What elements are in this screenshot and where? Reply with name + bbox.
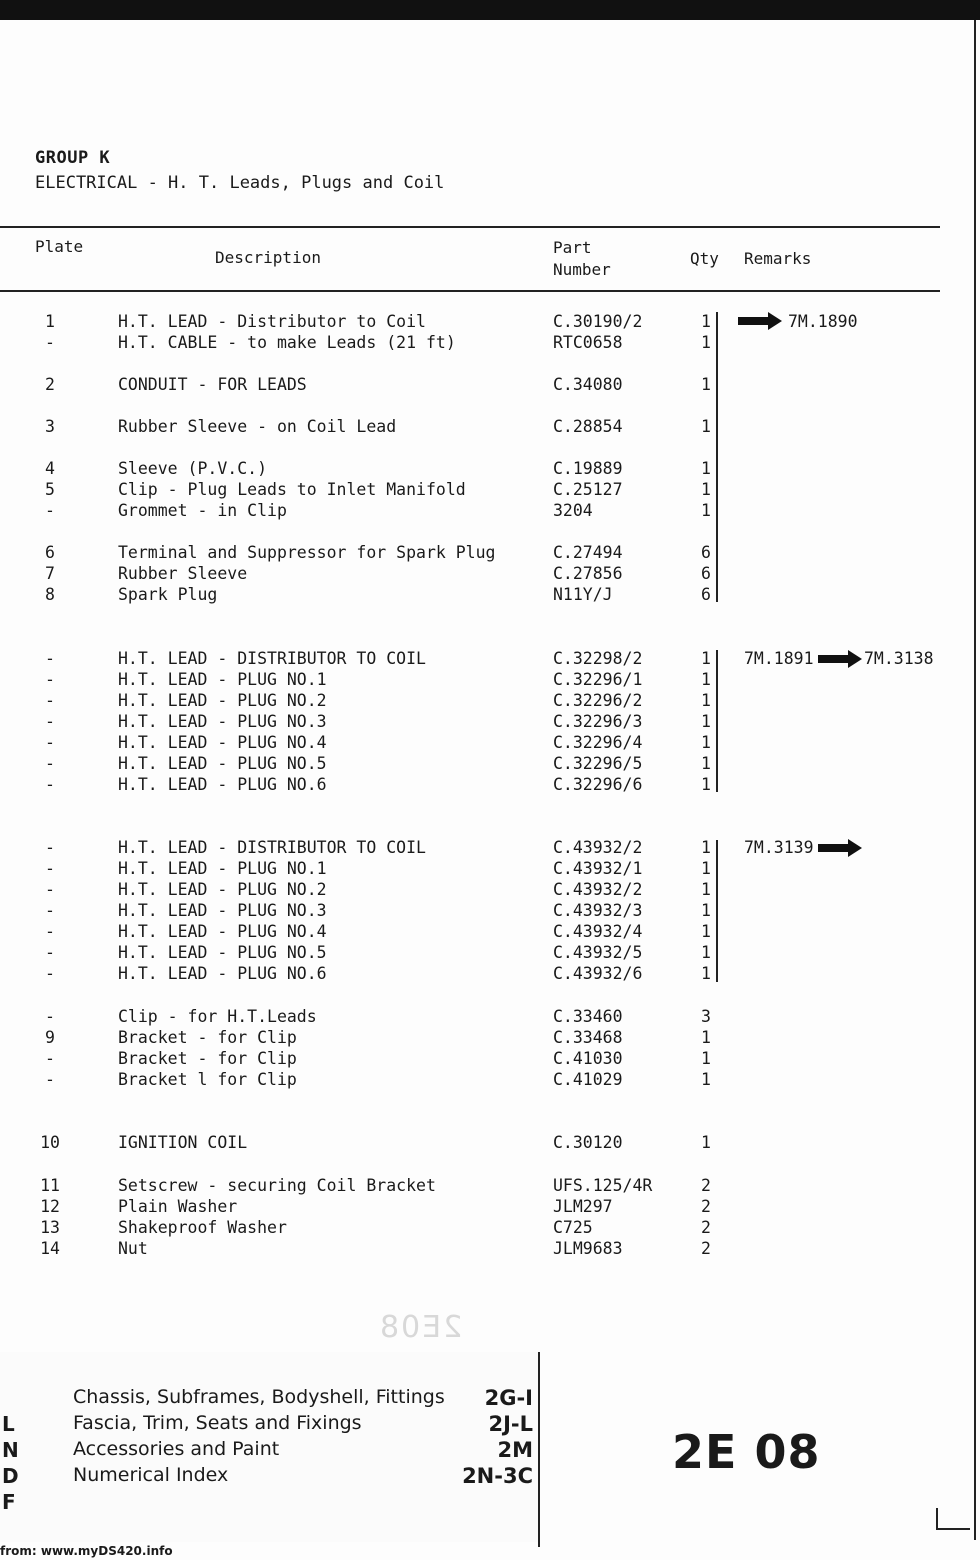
plate-cell: - — [45, 922, 55, 941]
index-code: 2N-3C — [462, 1464, 533, 1488]
table-row — [0, 922, 980, 943]
description-cell: H.T. LEAD - PLUG NO.2 — [118, 691, 327, 710]
part-number-cell: C.43932/6 — [553, 964, 643, 983]
table-row — [0, 880, 980, 901]
index-label: Accessories and Paint — [73, 1438, 280, 1460]
part-number-cell: N11Y/J — [553, 585, 613, 604]
part-number-cell: C.41030 — [553, 1049, 623, 1068]
description-cell: Bracket - for Clip — [118, 1049, 297, 1068]
plate-cell: 13 — [40, 1218, 60, 1237]
qty-cell: 1 — [701, 375, 711, 394]
table-row — [0, 312, 980, 333]
table-row — [0, 459, 980, 480]
part-number-cell: C.43932/2 — [553, 838, 643, 857]
qty-cell: 2 — [701, 1239, 711, 1258]
description-cell: Terminal and Suppressor for Spark Plug — [118, 543, 496, 562]
plate-cell: - — [45, 649, 55, 668]
plate-cell: - — [45, 964, 55, 983]
description-cell: Shakeproof Washer — [118, 1218, 287, 1237]
arrow-right-icon — [738, 317, 782, 325]
qty-cell: 1 — [701, 312, 711, 331]
qty-cell: 6 — [701, 564, 711, 583]
qty-cell: 1 — [701, 1028, 711, 1047]
table-row — [0, 564, 980, 585]
table-row — [0, 964, 980, 985]
plate-cell: - — [45, 838, 55, 857]
index-label: Numerical Index — [73, 1464, 229, 1486]
plate-cell: - — [45, 775, 55, 794]
description-cell: H.T. LEAD - PLUG NO.2 — [118, 880, 327, 899]
table-row — [0, 1070, 980, 1091]
qty-cell: 3 — [701, 1007, 711, 1026]
description-cell: Rubber Sleeve - on Coil Lead — [118, 417, 397, 436]
part-number-cell: C.32296/2 — [553, 691, 643, 710]
plate-cell: - — [45, 501, 55, 520]
description-cell: Clip - Plug Leads to Inlet Manifold — [118, 480, 466, 499]
table-row — [0, 754, 980, 775]
remarks-cell: 7M.3139 — [744, 838, 814, 857]
plate-cell: 3 — [45, 417, 55, 436]
description-cell: Setscrew - securing Coil Bracket — [118, 1176, 436, 1195]
plate-cell: 11 — [40, 1176, 60, 1195]
plate-cell: - — [45, 943, 55, 962]
table-row — [0, 1176, 980, 1197]
header-part-line1: Part — [553, 238, 592, 257]
part-number-cell: C.34080 — [553, 375, 623, 394]
header-bottom-rule — [0, 290, 940, 292]
plate-cell: 2 — [45, 375, 55, 394]
plate-cell: - — [45, 670, 55, 689]
plate-cell: - — [45, 1070, 55, 1089]
part-number-cell: C.19889 — [553, 459, 623, 478]
description-cell: Plain Washer — [118, 1197, 238, 1216]
index-label: Chassis, Subframes, Bodyshell, Fittings — [73, 1386, 445, 1408]
description-cell: Sleeve (P.V.C.) — [118, 459, 268, 478]
table-row — [0, 1133, 980, 1154]
side-tab-letter: N — [2, 1438, 19, 1462]
description-cell: H.T. LEAD - DISTRIBUTOR TO COIL — [118, 649, 426, 668]
table-row — [0, 691, 980, 712]
part-number-cell: C.32296/3 — [553, 712, 643, 731]
qty-cell: 1 — [701, 1070, 711, 1089]
header-part-line2: Number — [553, 260, 611, 279]
qty-cell: 1 — [701, 501, 711, 520]
table-row — [0, 1197, 980, 1218]
header-plate: Plate — [35, 237, 84, 256]
index-label: Fascia, Trim, Seats and Fixings — [73, 1412, 362, 1434]
index-code: 2G-I — [484, 1386, 533, 1410]
part-number-cell: C.28854 — [553, 417, 623, 436]
table-row — [0, 1239, 980, 1260]
description-cell: H.T. LEAD - PLUG NO.1 — [118, 859, 327, 878]
description-cell: H.T. LEAD - Distributor to Coil — [118, 312, 426, 331]
part-number-cell: C.43932/1 — [553, 859, 643, 878]
description-cell: Nut — [118, 1239, 148, 1258]
qty-cell: 1 — [701, 901, 711, 920]
part-number-cell: C725 — [553, 1218, 593, 1237]
plate-cell: - — [45, 712, 55, 731]
qty-cell: 2 — [701, 1197, 711, 1216]
description-cell: Rubber Sleeve — [118, 564, 248, 583]
qty-cell: 2 — [701, 1176, 711, 1195]
description-cell: Spark Plug — [118, 585, 218, 604]
plate-cell: 10 — [40, 1133, 60, 1152]
qty-cell: 1 — [701, 417, 711, 436]
part-number-cell: C.25127 — [553, 480, 623, 499]
part-number-cell: 3204 — [553, 501, 593, 520]
part-number-cell: C.33468 — [553, 1028, 623, 1047]
arrow-right-icon — [818, 655, 862, 663]
qty-cell: 1 — [701, 333, 711, 352]
part-number-cell: C.32296/4 — [553, 733, 643, 752]
qty-cell: 1 — [701, 691, 711, 710]
description-cell: Bracket l for Clip — [118, 1070, 297, 1089]
top-border — [0, 0, 980, 20]
description-cell: H.T. LEAD - PLUG NO.4 — [118, 922, 327, 941]
description-cell: H.T. LEAD - PLUG NO.6 — [118, 775, 327, 794]
part-number-cell: C.27856 — [553, 564, 623, 583]
qty-bracket-3 — [716, 840, 718, 982]
qty-cell: 1 — [701, 964, 711, 983]
arrow-right-icon — [818, 844, 862, 852]
header-top-rule — [0, 226, 940, 228]
part-number-cell: C.43932/5 — [553, 943, 643, 962]
qty-cell: 2 — [701, 1218, 711, 1237]
part-number-cell: RTC0658 — [553, 333, 623, 352]
description-cell: Grommet - in Clip — [118, 501, 287, 520]
part-number-cell: C.32296/6 — [553, 775, 643, 794]
plate-cell: - — [45, 1049, 55, 1068]
description-cell: H.T. LEAD - PLUG NO.6 — [118, 964, 327, 983]
qty-cell: 1 — [701, 1049, 711, 1068]
table-row — [0, 375, 980, 396]
table-row — [0, 543, 980, 564]
header-description: Description — [215, 248, 321, 267]
table-row — [0, 775, 980, 796]
footer-index-panel — [0, 1352, 538, 1542]
plate-cell: - — [45, 901, 55, 920]
group-subtitle: ELECTRICAL - H. T. Leads, Plugs and Coil — [35, 173, 445, 193]
qty-cell: 1 — [701, 670, 711, 689]
description-cell: H.T. LEAD - DISTRIBUTOR TO COIL — [118, 838, 426, 857]
index-entry[interactable] — [73, 1464, 533, 1490]
table-row — [0, 1028, 980, 1049]
remarks-cell-end: 7M.3138 — [864, 649, 934, 668]
plate-cell: 12 — [40, 1197, 60, 1216]
table-row — [0, 943, 980, 964]
plate-cell: - — [45, 333, 55, 352]
qty-cell: 1 — [701, 880, 711, 899]
table-row — [0, 901, 980, 922]
plate-cell: 14 — [40, 1239, 60, 1258]
part-number-cell: JLM297 — [553, 1197, 613, 1216]
part-number-cell: C.30120 — [553, 1133, 623, 1152]
description-cell: Bracket - for Clip — [118, 1028, 297, 1047]
qty-cell: 1 — [701, 943, 711, 962]
plate-cell: - — [45, 691, 55, 710]
plate-cell: 8 — [45, 585, 55, 604]
remarks-cell: 7M.1891 — [744, 649, 814, 668]
qty-cell: 1 — [701, 838, 711, 857]
group-title: GROUP K — [35, 148, 111, 168]
qty-bracket-2 — [716, 650, 718, 792]
corner-mark — [936, 1528, 970, 1530]
table-row — [0, 333, 980, 354]
corner-mark — [936, 1508, 938, 1530]
index-entry[interactable] — [73, 1412, 533, 1438]
description-cell: H.T. LEAD - PLUG NO.3 — [118, 712, 327, 731]
plate-cell: 4 — [45, 459, 55, 478]
source-credit: from: www.myDS420.info — [0, 1544, 173, 1558]
qty-cell: 1 — [701, 712, 711, 731]
part-number-cell: C.32296/1 — [553, 670, 643, 689]
header-qty: Qty — [690, 249, 719, 268]
qty-cell: 1 — [701, 649, 711, 668]
fiche-number: 2E 08 — [672, 1425, 821, 1479]
plate-cell: 9 — [45, 1028, 55, 1047]
header-remarks: Remarks — [744, 249, 812, 268]
part-number-cell: C.41029 — [553, 1070, 623, 1089]
plate-cell: 5 — [45, 480, 55, 499]
plate-cell: 6 — [45, 543, 55, 562]
description-cell: H.T. LEAD - PLUG NO.1 — [118, 670, 327, 689]
table-row — [0, 1049, 980, 1070]
qty-cell: 1 — [701, 733, 711, 752]
index-entry[interactable] — [73, 1386, 533, 1412]
side-tab-letter: D — [2, 1464, 19, 1488]
footer-divider — [538, 1352, 540, 1547]
qty-cell: 6 — [701, 543, 711, 562]
qty-cell: 1 — [701, 1133, 711, 1152]
plate-cell: - — [45, 1007, 55, 1026]
index-entry[interactable] — [73, 1438, 533, 1464]
table-row — [0, 1007, 980, 1028]
qty-cell: 1 — [701, 859, 711, 878]
description-cell: Clip - for H.T.Leads — [118, 1007, 317, 1026]
part-number-cell: C.32298/2 — [553, 649, 643, 668]
description-cell: H.T. CABLE - to make Leads (21 ft) — [118, 333, 456, 352]
table-row — [0, 859, 980, 880]
table-row — [0, 733, 980, 754]
qty-cell: 1 — [701, 922, 711, 941]
qty-cell: 6 — [701, 585, 711, 604]
part-number-cell: C.43932/2 — [553, 880, 643, 899]
qty-cell: 1 — [701, 754, 711, 773]
part-number-cell: C.30190/2 — [553, 312, 643, 331]
description-cell: CONDUIT - FOR LEADS — [118, 375, 307, 394]
table-row — [0, 417, 980, 438]
part-number-cell: UFS.125/4R — [553, 1176, 653, 1195]
description-cell: IGNITION COIL — [118, 1133, 248, 1152]
part-number-cell: JLM9683 — [553, 1239, 623, 1258]
plate-cell: 1 — [45, 312, 55, 331]
description-cell: H.T. LEAD - PLUG NO.3 — [118, 901, 327, 920]
part-number-cell: C.33460 — [553, 1007, 623, 1026]
side-tab-letter: F — [2, 1490, 16, 1514]
table-row — [0, 670, 980, 691]
table-row — [0, 501, 980, 522]
index-code: 2M — [497, 1438, 533, 1462]
part-number-cell: C.27494 — [553, 543, 623, 562]
part-number-cell: C.43932/3 — [553, 901, 643, 920]
index-code: 2J-L — [488, 1412, 533, 1436]
qty-cell: 1 — [701, 459, 711, 478]
header-part-number — [553, 237, 611, 281]
table-row — [0, 585, 980, 606]
plate-cell: - — [45, 733, 55, 752]
table-row — [0, 1218, 980, 1239]
part-number-cell: C.43932/4 — [553, 922, 643, 941]
table-row — [0, 480, 980, 501]
plate-cell: - — [45, 880, 55, 899]
plate-cell: 7 — [45, 564, 55, 583]
bleed-through-marking: 2E08 — [378, 1310, 463, 1345]
qty-bracket-1 — [716, 312, 718, 602]
remarks-cell: 7M.1890 — [788, 312, 858, 331]
qty-cell: 1 — [701, 480, 711, 499]
table-row — [0, 712, 980, 733]
plate-cell: - — [45, 754, 55, 773]
description-cell: H.T. LEAD - PLUG NO.4 — [118, 733, 327, 752]
plate-cell: - — [45, 859, 55, 878]
qty-cell: 1 — [701, 775, 711, 794]
part-number-cell: C.32296/5 — [553, 754, 643, 773]
description-cell: H.T. LEAD - PLUG NO.5 — [118, 943, 327, 962]
description-cell: H.T. LEAD - PLUG NO.5 — [118, 754, 327, 773]
side-tab-letter: L — [2, 1412, 15, 1436]
